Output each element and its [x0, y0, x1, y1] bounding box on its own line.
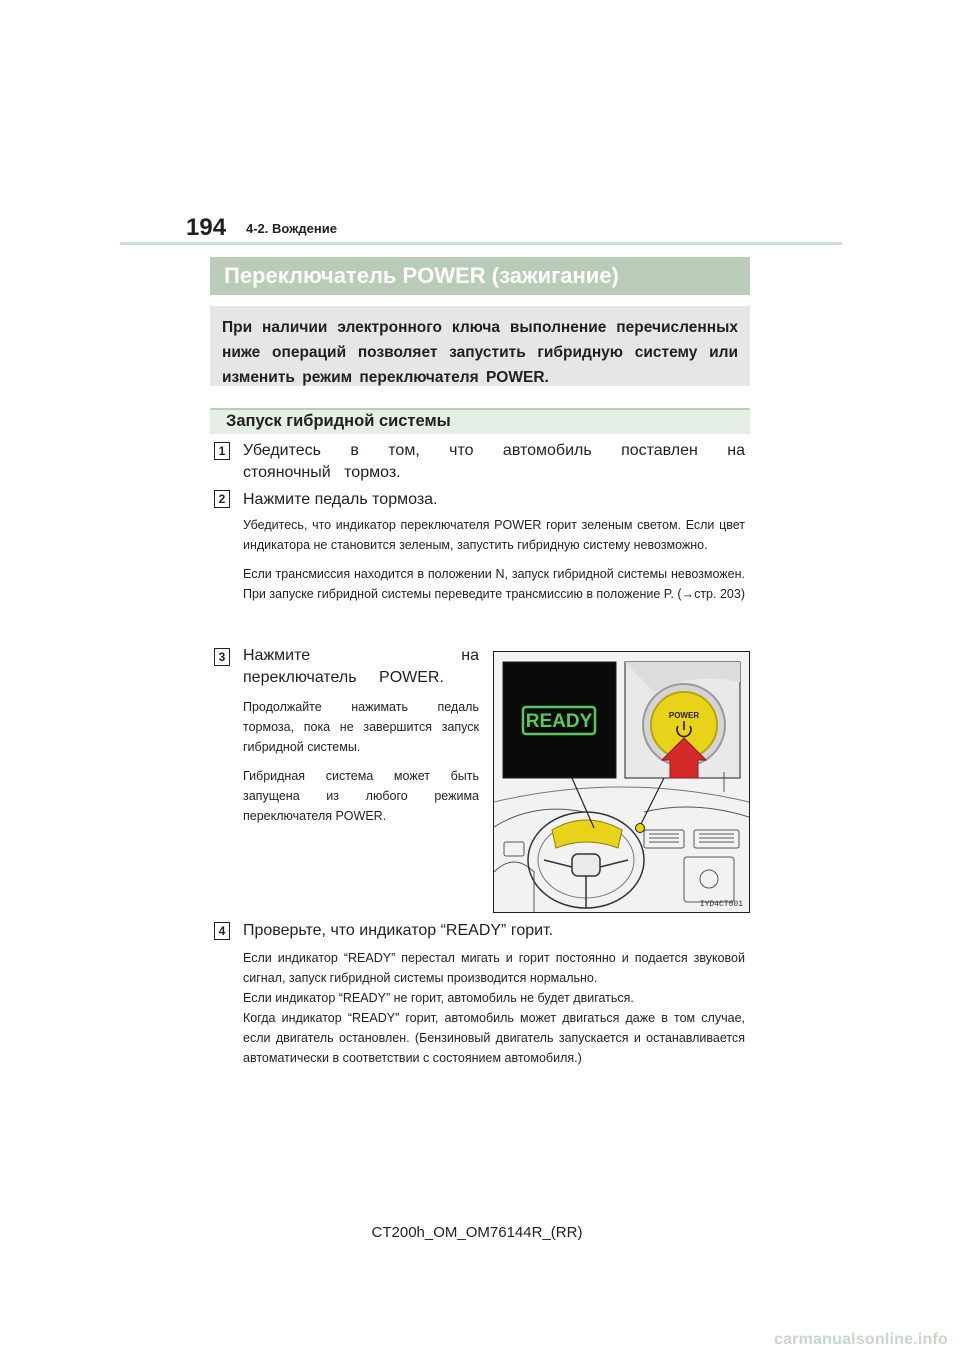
power-button-location — [636, 824, 645, 833]
subheading: Запуск гибридной системы — [210, 408, 750, 434]
step-3-notes — [243, 697, 479, 826]
step-1-title: Убедитесь в том, что автомобиль поставлен на стояночный тормоз. — [243, 442, 745, 481]
page-title: Переключатель POWER (зажигание) — [210, 257, 750, 295]
step-3-title: Нажмите на переключатель POWER. — [243, 647, 479, 686]
power-button-label: POWER — [668, 711, 700, 720]
footer-code — [0, 1224, 960, 1241]
footer-code-text: CT200h_OM_OM76144R_(RR) — [371, 1224, 583, 1241]
step-4-note-1: Если индикатор “READY” перестал мигать и горит постоянно и подается звуковой сигнал, запуск гибридной системы производится нормально. — [243, 951, 745, 985]
page-number: 194 — [186, 214, 227, 241]
step-1-badge: 1 — [214, 442, 230, 460]
step-2-note-1: Убедитесь, что индикатор переключателя POWER горит зеленым светом. Если цвет индикатора не становится зеленым, запустить гибридную систему невозможно. — [243, 518, 745, 552]
header-rule — [120, 242, 842, 245]
section-label: 4-2. Вождение — [246, 221, 337, 236]
step-4-badge: 4 — [214, 922, 230, 940]
step-4-title: Проверьте, что индикатор “READY” горит. — [243, 922, 554, 939]
watermark: carmanualsonline.info — [773, 1331, 948, 1348]
dashboard-drawing — [494, 652, 749, 912]
step-4-note-3: Когда индикатор “READY” горит, автомобиль может двигаться даже в том случае, если двигатель остановлен. (Бензиновый двигатель запускается и останавливается автоматически в соответствии с состоянием автомобиля.) — [243, 1011, 745, 1065]
step-3-note-2: Гибридная система может быть запущена из любого режима переключателя POWER. — [243, 769, 479, 823]
step-3-note-1: Продолжайте нажимать педаль тормоза, пока не завершится запуск гибридной системы. — [243, 700, 479, 754]
illustration-code: IYD4CT001 — [699, 900, 743, 909]
step-2-badge: 2 — [214, 490, 230, 508]
step-2-notes — [243, 515, 745, 604]
step-2-title: Нажмите педаль тормоза. — [243, 491, 438, 508]
step-4-notes — [243, 948, 745, 1068]
dashboard-illustration — [493, 651, 750, 913]
intro-text: При наличии электронного ключа выполнение перечисленных ниже операций позволяет запустить гибридную систему или изменить режим переключателя POWER. — [210, 306, 750, 386]
ready-indicator-text: READY — [525, 711, 593, 732]
step-3-badge: 3 — [214, 648, 230, 666]
step-4-note-2: Если индикатор “READY” не горит, автомобиль не будет двигаться. — [243, 991, 634, 1005]
meter-cluster-highlight — [552, 820, 622, 848]
leader-line-power — [641, 778, 664, 824]
step-2-note-2: Если трансмиссия находится в положении N, запуск гибридной системы невозможен. При запуске гибридной системы переведите трансмиссию в положение P. (→стр. 203) — [243, 567, 745, 601]
